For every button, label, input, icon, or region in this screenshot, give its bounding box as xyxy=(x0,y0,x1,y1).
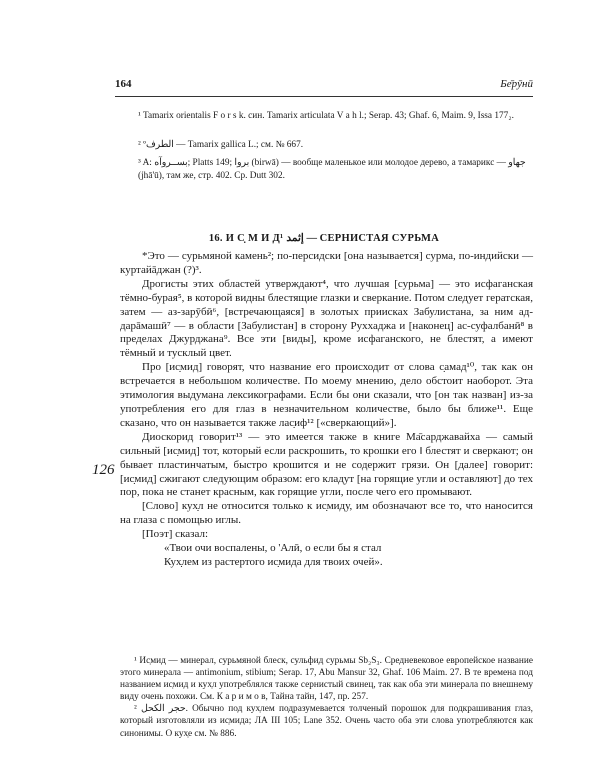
section-title: 16. И С̣ М И Д¹ إثمد — СЕРНИСТАЯ СУРЬМА xyxy=(208,233,440,244)
verse-intro: [Поэт] сказал: xyxy=(142,528,208,541)
paragraph: Про [ис̣мид] говорят, что название его происходит от слова с̣амад¹⁰, так как он встречается в небольшом количестве. По моему мнению, дело обстоит наоборот. Эта этимология выдумана лексикографами. Если бы они сказали, что [он так назван] из-за употребления его для глаз в незначительном количестве, было бы ближе¹¹. Еще сказано, что он называется также лас̣иф¹² [«сверкающий»]. xyxy=(120,361,533,429)
bottom-footnotes xyxy=(120,655,533,740)
top-footnote: ³ A: بســروآه; Platts 149; بروا (birwā) — вообще маленькое или молодое дерево, а тамарикс — جهاو (jhā'ū), там же, стр. 402. Ср. Dutt 302. xyxy=(138,158,526,181)
page-header xyxy=(115,78,533,96)
verse-line: Кух̣лем из растертого ис̣мида для твоих очей». xyxy=(164,555,383,568)
paragraph: Диоскорид говорит¹³ — это имеется также в книге Ма̄сарджавайха — самый сильный [ис̣мид] тот, который если раскрошить, то крошки его ‖ блестят и сверкают; он бывает пластинчатым, быстро крошится и не содержит грязи. Он [далее] говорит: [ис̣мид] сжигают следующим образом: его кладут [на горящие угли и оставляют] до тех пор, пока не станет красным, как горящие угли, после чего его промывают. xyxy=(120,430,533,499)
top-footnote: ² ºالطرف — Tamarix gallica L.; см. № 667. xyxy=(138,140,304,150)
footnote: ¹ Ис̣мид — минерал, сурьмяной блеск, сульфид сурьмы Sb₂S₃. Средневековое европейское название этого минерала — antimonium, stibium; Serap. 17, Abu Mansur 32, Ghaf. 106 Maim. 27. В те времена под названием ис̣мид и кух̣л употреблялся также сернистый свинец, так как оба эти минерала по внешнему виду очень похожи. См. К а р и м о в, Тайна тайн, 147, пр. 257. xyxy=(120,656,533,703)
footnote: ² حجر الكحل. Обычно под кух̣лем подразумевается толченый порошок для подкрашивания глаз, который изготовляли из ис̣мида; ЛА III 105; Lane 352. Очень часто оба эти слова употребляются как синонимы. О кух̣е см. № 886. xyxy=(120,704,533,739)
paragraph: Дрогисты этих областей утверждают⁴, что лучшая [сурьма] — это исфаганская тёмно-бурая⁵, в которой видны блестящие глазки и сверкание. Потом следует гератская, затем — аз-зарӯбӣ⁶, [встречающаяся] в золотых приисках Забулистана, за ним ад-дарāмашӣ⁷ — в области [Забулистан] в сторону Руххаджа и [наконец] ас-суфалбанӣ⁸ в пределах Джурджана⁹. Все эти [виды], кроме исфаганского, не блестят, а имеют тёмный и тусклый цвет. xyxy=(120,277,533,360)
paragraph: *Это — сурьмяной камень²; по-персидски [она называется] сурма, по-индийски — куртайāджан (?)³. xyxy=(120,250,533,276)
main-text xyxy=(120,250,533,570)
running-title: Бе̄рӯнӣ xyxy=(500,78,533,90)
page-number: 164 xyxy=(115,78,132,90)
margin-number: 126 xyxy=(92,462,115,478)
verse-line: «Твои очи воспалены, о 'Алӣ, о если бы я стал xyxy=(164,542,382,555)
header-rule xyxy=(115,96,533,97)
top-footnote: ¹ Tamarix orientalis F o r s k. син. Tamarix articulata V a h l.; Serap. 43; Ghaf. 6, Maim. 9, Issa 177₂. xyxy=(138,111,514,121)
paragraph: [Слово] кух̣л не относится только к ис̣миду, им обозначают все то, что наносится на глаза с помощью иглы. xyxy=(120,500,533,527)
